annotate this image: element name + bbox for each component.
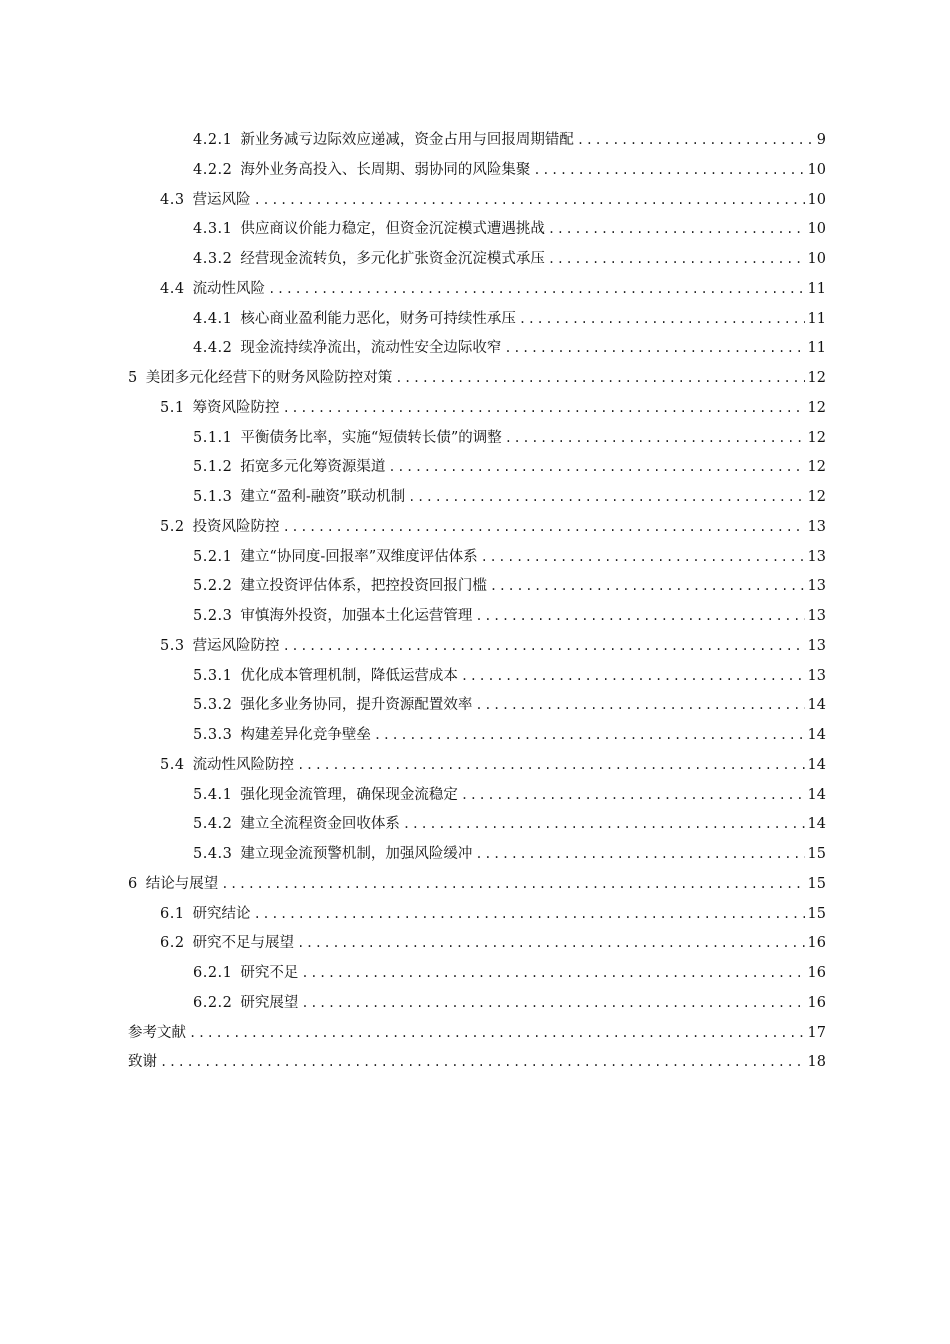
dot-leader xyxy=(519,305,805,335)
toc-entry[interactable] xyxy=(128,453,826,483)
toc-entry[interactable] xyxy=(128,840,826,870)
dot-leader xyxy=(577,126,813,156)
dot-leader xyxy=(475,602,804,632)
toc-entry-number: 5.1 xyxy=(160,399,185,416)
toc-entry-title: 营运风险 xyxy=(192,191,251,208)
dot-leader xyxy=(283,632,805,662)
toc-entry-page-number: 14 xyxy=(807,727,826,743)
toc-entry[interactable] xyxy=(128,1019,826,1049)
toc-entry-page-number: 13 xyxy=(807,548,826,565)
toc-entry[interactable] xyxy=(128,215,826,245)
toc-entry-number: 6.2.2 xyxy=(193,994,233,1011)
toc-entry-page-number: 12 xyxy=(807,489,826,505)
toc-entry-page-number: 9 xyxy=(816,132,826,148)
toc-entry-page-number: 14 xyxy=(807,697,826,714)
toc-entry-page-number: 11 xyxy=(807,310,826,327)
toc-entry-title: 优化成本管理机制，降低运营成本 xyxy=(240,667,458,684)
dot-leader xyxy=(533,156,804,186)
toc-entry[interactable] xyxy=(128,870,826,900)
toc-entry[interactable] xyxy=(128,602,826,632)
toc-entry[interactable] xyxy=(128,1048,826,1078)
toc-entry[interactable] xyxy=(128,959,826,989)
dot-leader xyxy=(403,810,805,840)
toc-entry[interactable] xyxy=(128,305,826,335)
table-of-contents xyxy=(128,126,826,1078)
toc-entry-number: 6.2.1 xyxy=(193,965,233,981)
toc-entry[interactable] xyxy=(128,394,826,424)
toc-entry[interactable] xyxy=(128,989,826,1019)
dot-leader xyxy=(189,1019,805,1049)
toc-entry-title: 致谢 xyxy=(128,1054,157,1071)
toc-entry-page-number: 15 xyxy=(807,905,826,922)
toc-entry[interactable] xyxy=(128,751,826,781)
toc-entry-number: 5.4.1 xyxy=(193,786,233,803)
toc-entry-number: 4.3.2 xyxy=(193,251,233,267)
toc-entry-page-number: 12 xyxy=(807,429,826,446)
dot-leader xyxy=(481,543,805,573)
toc-entry-number: 4.4.1 xyxy=(193,310,233,327)
dot-leader xyxy=(475,840,804,870)
toc-entry-number: 5.1.3 xyxy=(193,489,233,505)
toc-entry-number: 5.3.3 xyxy=(193,727,233,743)
toc-entry-page-number: 11 xyxy=(807,280,826,297)
toc-entry[interactable] xyxy=(128,572,826,602)
toc-entry[interactable] xyxy=(128,364,826,394)
dot-leader xyxy=(283,513,805,543)
toc-entry-number: 5.3.2 xyxy=(193,697,233,714)
toc-entry-page-number: 13 xyxy=(807,667,826,684)
toc-entry-title: 建立现金流预警机制，加强风险缓冲 xyxy=(240,846,473,862)
toc-entry[interactable] xyxy=(128,156,826,186)
dot-leader xyxy=(490,572,805,602)
toc-entry[interactable] xyxy=(128,126,826,156)
toc-entry[interactable] xyxy=(128,721,826,751)
toc-entry-page-number: 16 xyxy=(807,994,826,1011)
toc-entry-title: 经营现金流转负，多元化扩张资金沉淀模式承压 xyxy=(240,251,545,267)
toc-entry-title: 结论与展望 xyxy=(145,875,219,892)
toc-entry-title: 研究不足 xyxy=(240,965,299,981)
toc-entry[interactable] xyxy=(128,275,826,305)
dot-leader xyxy=(254,900,805,930)
toc-entry-page-number: 18 xyxy=(807,1054,826,1071)
toc-entry-number: 5.1.2 xyxy=(193,459,233,476)
toc-entry-page-number: 10 xyxy=(807,221,826,238)
toc-entry-page-number: 16 xyxy=(807,935,826,952)
toc-entry[interactable] xyxy=(128,900,826,930)
dot-leader xyxy=(221,870,804,900)
toc-entry-number: 5.4 xyxy=(160,756,185,773)
dot-leader xyxy=(548,215,805,245)
toc-entry[interactable] xyxy=(128,483,826,513)
toc-entry[interactable] xyxy=(128,245,826,275)
dot-leader xyxy=(395,364,804,394)
toc-entry-number: 5.2 xyxy=(160,518,185,535)
toc-entry-title: 筹资风险防控 xyxy=(192,399,280,416)
toc-entry-page-number: 10 xyxy=(807,161,826,178)
toc-entry-number: 5 xyxy=(128,370,138,386)
toc-entry-title: 供应商议价能力稳定，但资金沉淀模式遭遇挑战 xyxy=(240,221,545,238)
toc-entry-number: 4.4 xyxy=(160,280,185,297)
toc-entry[interactable] xyxy=(128,810,826,840)
toc-entry-title: 参考文献 xyxy=(128,1024,186,1041)
toc-entry[interactable] xyxy=(128,691,826,721)
toc-entry-title: 平衡债务比率，实施“短债转长债”的调整 xyxy=(240,429,502,446)
toc-entry-title: 建立“协同度-回报率”双维度评估体系 xyxy=(240,548,478,565)
toc-entry-page-number: 16 xyxy=(807,965,826,981)
toc-entry[interactable] xyxy=(128,186,826,216)
dot-leader xyxy=(504,334,804,364)
dot-leader xyxy=(388,453,804,483)
toc-entry-title: 研究结论 xyxy=(192,905,251,922)
toc-entry-page-number: 10 xyxy=(807,191,826,208)
toc-entry-number: 5.2.1 xyxy=(193,548,233,565)
toc-entry-number: 5.4.2 xyxy=(193,816,233,833)
toc-entry-page-number: 12 xyxy=(807,370,826,386)
dot-leader xyxy=(297,751,804,781)
toc-entry-title: 新业务减亏边际效应递减，资金占用与回报周期错配 xyxy=(240,132,574,148)
toc-entry-number: 6 xyxy=(128,875,138,892)
toc-entry-page-number: 12 xyxy=(807,399,826,416)
toc-entry-title: 建立投资评估体系，把控投资回报门槛 xyxy=(240,578,487,595)
toc-entry-page-number: 17 xyxy=(807,1024,826,1041)
toc-entry[interactable] xyxy=(128,334,826,364)
toc-entry[interactable] xyxy=(128,662,826,692)
toc-entry[interactable] xyxy=(128,513,826,543)
toc-entry-page-number: 13 xyxy=(807,578,826,595)
toc-entry-title: 建立全流程资金回收体系 xyxy=(240,816,400,833)
toc-entry-number: 5.2.2 xyxy=(193,578,233,595)
dot-leader xyxy=(301,959,804,989)
toc-entry-page-number: 12 xyxy=(807,459,826,476)
toc-entry-title: 流动性风险 xyxy=(192,280,266,297)
toc-entry-number: 4.3 xyxy=(160,191,185,208)
toc-entry-page-number: 14 xyxy=(807,816,826,833)
dot-leader xyxy=(297,929,804,959)
toc-entry-page-number: 13 xyxy=(807,518,826,535)
toc-entry[interactable] xyxy=(128,543,826,573)
toc-entry[interactable] xyxy=(128,929,826,959)
dot-leader xyxy=(283,394,805,424)
toc-entry[interactable] xyxy=(128,424,826,454)
toc-entry-number: 5.3 xyxy=(160,637,185,654)
toc-entry-page-number: 15 xyxy=(807,846,826,862)
toc-entry-page-number: 14 xyxy=(807,756,826,773)
dot-leader xyxy=(268,275,804,305)
toc-entry[interactable] xyxy=(128,781,826,811)
toc-entry-title: 营运风险防控 xyxy=(192,637,280,654)
toc-entry-number: 4.2.2 xyxy=(193,161,233,178)
toc-entry-title: 海外业务高投入、长周期、弱协同的风险集聚 xyxy=(240,161,531,178)
toc-entry-page-number: 14 xyxy=(807,786,826,803)
toc-entry-page-number: 11 xyxy=(807,340,826,357)
dot-leader xyxy=(254,186,805,216)
toc-entry-number: 5.2.3 xyxy=(193,608,233,624)
toc-entry-title: 研究不足与展望 xyxy=(192,935,295,952)
toc-entry-page-number: 15 xyxy=(807,875,826,892)
toc-entry-title: 强化多业务协同，提升资源配置效率 xyxy=(240,697,473,714)
toc-entry-title: 流动性风险防控 xyxy=(192,756,295,773)
toc-entry-number: 6.1 xyxy=(160,905,185,922)
toc-entry-number: 5.3.1 xyxy=(193,667,233,684)
toc-entry-title: 投资风险防控 xyxy=(192,518,280,535)
dot-leader xyxy=(408,483,804,513)
toc-entry-title: 审慎海外投资，加强本土化运营管理 xyxy=(240,608,473,624)
dot-leader xyxy=(475,691,804,721)
dot-leader xyxy=(374,721,805,751)
dot-leader xyxy=(301,989,804,1019)
toc-entry-title: 强化现金流管理，确保现金流稳定 xyxy=(240,786,458,803)
toc-entry-number: 5.4.3 xyxy=(193,846,233,862)
dot-leader xyxy=(461,662,805,692)
dot-leader xyxy=(548,245,805,275)
toc-entry-page-number: 13 xyxy=(807,608,826,624)
toc-entry-title: 核心商业盈利能力恶化，财务可持续性承压 xyxy=(240,310,516,327)
toc-entry-title: 建立“盈利-融资”联动机制 xyxy=(240,489,406,505)
toc-entry-number: 4.4.2 xyxy=(193,340,233,357)
dot-leader xyxy=(505,424,805,454)
toc-entry-title: 美团多元化经营下的财务风险防控对策 xyxy=(145,370,393,386)
dot-leader xyxy=(160,1048,805,1078)
dot-leader xyxy=(461,781,805,811)
toc-entry-number: 5.1.1 xyxy=(193,429,233,446)
toc-entry-title: 构建差异化竞争壁垒 xyxy=(240,727,371,743)
toc-entry-page-number: 10 xyxy=(807,251,826,267)
toc-entry-number: 6.2 xyxy=(160,935,185,952)
toc-entry-number: 4.2.1 xyxy=(193,132,233,148)
toc-entry-title: 现金流持续净流出，流动性安全边际收窄 xyxy=(240,340,502,357)
toc-entry-number: 4.3.1 xyxy=(193,221,233,238)
toc-entry[interactable] xyxy=(128,632,826,662)
toc-entry-title: 研究展望 xyxy=(240,994,299,1011)
toc-entry-page-number: 13 xyxy=(807,637,826,654)
toc-entry-title: 拓宽多元化筹资源渠道 xyxy=(240,459,386,476)
